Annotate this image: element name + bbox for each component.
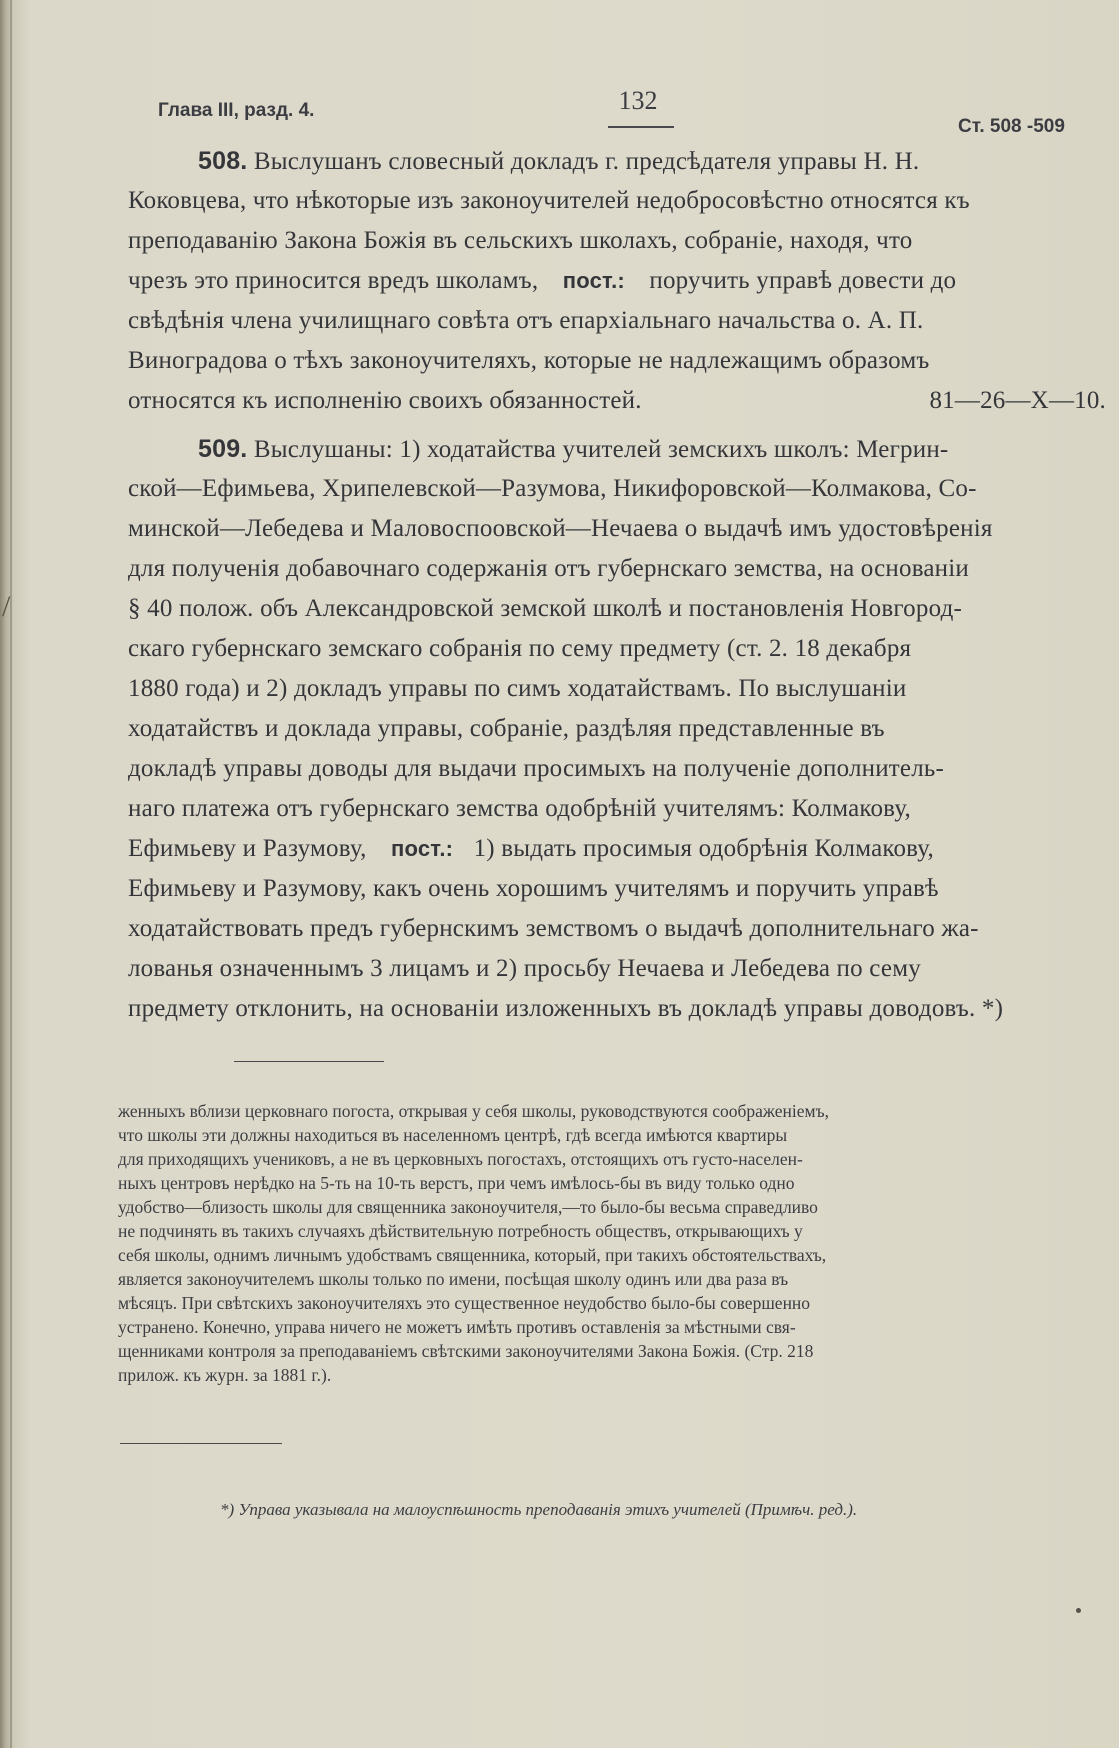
text-segment: относятся къ исполненію своихъ обязанностей. xyxy=(128,387,642,414)
text-line: ходатайствъ и доклада управы, собраніе, раздѣляя представленные въ xyxy=(128,715,885,742)
text-line: Выслушанъ словесный докладъ г. предсѣдателя управы Н. Н. xyxy=(253,148,920,175)
text-line: свѣдѣнія члена училищнаго совѣта отъ епархіальнаго начальства о. А. П. xyxy=(128,307,924,334)
text-line: докладѣ управы доводы для выдачи просимыхъ на полученіе дополнитель- xyxy=(128,755,945,782)
footnote-line: что школы эти должны находиться въ населенномъ центрѣ, гдѣ всегда имѣются квартиры xyxy=(118,1125,788,1145)
footnote-line: не подчинять въ такихъ случаяхъ дѣйствительную потребность обществъ, открывающихъ у xyxy=(118,1221,803,1241)
text-line-with-resolution xyxy=(128,834,934,864)
text-line: § 40 полож. объ Александровской земской школѣ и постановленія Новгород- xyxy=(128,595,963,622)
text-line: предмету отклонить, на основаніи изложенныхъ въ докладѣ управы доводовъ. *) xyxy=(128,995,1004,1022)
page-number: 132 xyxy=(618,86,658,115)
footnote-line: удобство—близость школы для священника законоучителя,—то было-бы весьма справедливо xyxy=(118,1197,818,1217)
text-line: Ефимьеву и Разумову, какъ очень хорошимъ учителямъ и поручить управѣ xyxy=(128,875,939,902)
footnote-line: прилож. къ журн. за 1881 г.). xyxy=(118,1365,332,1385)
reference-number: 81—26—Х—10. xyxy=(929,387,1106,414)
margin-mark: / xyxy=(2,590,11,623)
text-line: 1880 года) и 2) докладъ управы по симъ ходатайствамъ. По выслушаніи xyxy=(128,675,907,702)
footnote-separator xyxy=(120,1443,282,1444)
text-line-with-resolution xyxy=(128,266,956,296)
text-line: Коковцева, что нѣкоторые изъ законоучителей недобросовѣстно относятся къ xyxy=(128,187,970,214)
text-line: преподаванію Закона Божія въ сельскихъ школахъ, собраніе, находя, что xyxy=(128,227,913,254)
text-line: Виноградова о тѣхъ законоучителяхъ, которые не надлежащимъ образомъ xyxy=(128,347,930,374)
text-line: ской—Ефимьева, Хрипелевской—Разумова, Никифоровской—Колмакова, Со- xyxy=(128,475,977,502)
text-line: наго платежа отъ губернскаго земства одобрѣній учителямъ: Колмакову, xyxy=(128,795,911,822)
text-line: скаго губернскаго земскаго собранія по сему предмету (ст. 2. 18 декабря xyxy=(128,635,912,662)
text-line: для полученія добавочнаго содержанія отъ губернскаго земства, на основаніи xyxy=(128,555,969,582)
text-line: Выслушаны: 1) ходатайства учителей земскихъ школъ: Мегрин- xyxy=(253,436,949,463)
footnote-line: ныхъ центровъ нерѣдко на 5-ть на 10-ть верстъ, при чемъ имѣлось-бы въ виду только одно xyxy=(118,1173,795,1193)
text-segment: поручить управѣ довести до xyxy=(649,267,957,294)
text-segment: 1) выдать просимыя одобрѣнія Колмакову, xyxy=(473,835,934,862)
footnote-line: устранено. Конечно, управа ничего не можетъ имѣть противъ оставленія за мѣстными свя- xyxy=(118,1317,796,1337)
text-line: ходатайствовать предъ губернскимъ земствомъ о выдачѣ дополнительнаго жа- xyxy=(128,915,979,942)
footnote-separator xyxy=(234,1061,384,1062)
editor-footnote: *) Управа указывала на малоуспѣшность преподаванія этихъ учителей (Примѣч. ред.). xyxy=(220,1500,858,1519)
resolution-label: пост.: xyxy=(391,836,454,861)
footnote-line: щенниками контроля за преподаваніемъ свѣтскими законоучителями Закона Божія. (Стр. 218 xyxy=(118,1341,814,1361)
page-spine xyxy=(10,0,12,1748)
footnote-line: является законоучителемъ школы только по имени, посѣщая школу одинъ или два раза въ xyxy=(118,1269,789,1289)
article-number: 508. xyxy=(198,147,248,175)
page-number-underline xyxy=(608,126,674,128)
print-speck xyxy=(1076,1608,1081,1613)
text-segment: Ефимьеву и Разумову, xyxy=(128,835,367,862)
footnote-line: мѣсяцъ. При свѣтскихъ законоучителяхъ это существенное неудобство было-бы совершенно xyxy=(118,1293,811,1313)
resolution-label: пост.: xyxy=(562,268,625,293)
footnote-line: себя школы, однимъ личнымъ удобствамъ священника, который, при такихъ обстоятельствахъ, xyxy=(118,1245,827,1265)
text-line-with-ref xyxy=(128,386,1106,416)
article-range-header: Ст. 508 -509 xyxy=(958,116,1065,137)
text-line: лованья означеннымъ 3 лицамъ и 2) просьбу Нечаева и Лебедева по сему xyxy=(128,955,921,982)
article-number: 509. xyxy=(198,435,248,463)
text-segment: чрезъ это приносится вредъ школамъ, xyxy=(128,267,539,294)
footnote-line: женныхъ вблизи церковнаго погоста, открывая у себя школы, руководствуются соображеніемъ, xyxy=(118,1101,830,1121)
chapter-header: Глава III, разд. 4. xyxy=(158,100,315,121)
text-line: минской—Лебедева и Маловоспоовской—Нечаева о выдачѣ имъ удостовѣренія xyxy=(128,515,993,542)
footnote-line: для приходящихъ учениковъ, а не въ церковныхъ погостахъ, отстоящихъ отъ густо-населен- xyxy=(118,1149,803,1169)
